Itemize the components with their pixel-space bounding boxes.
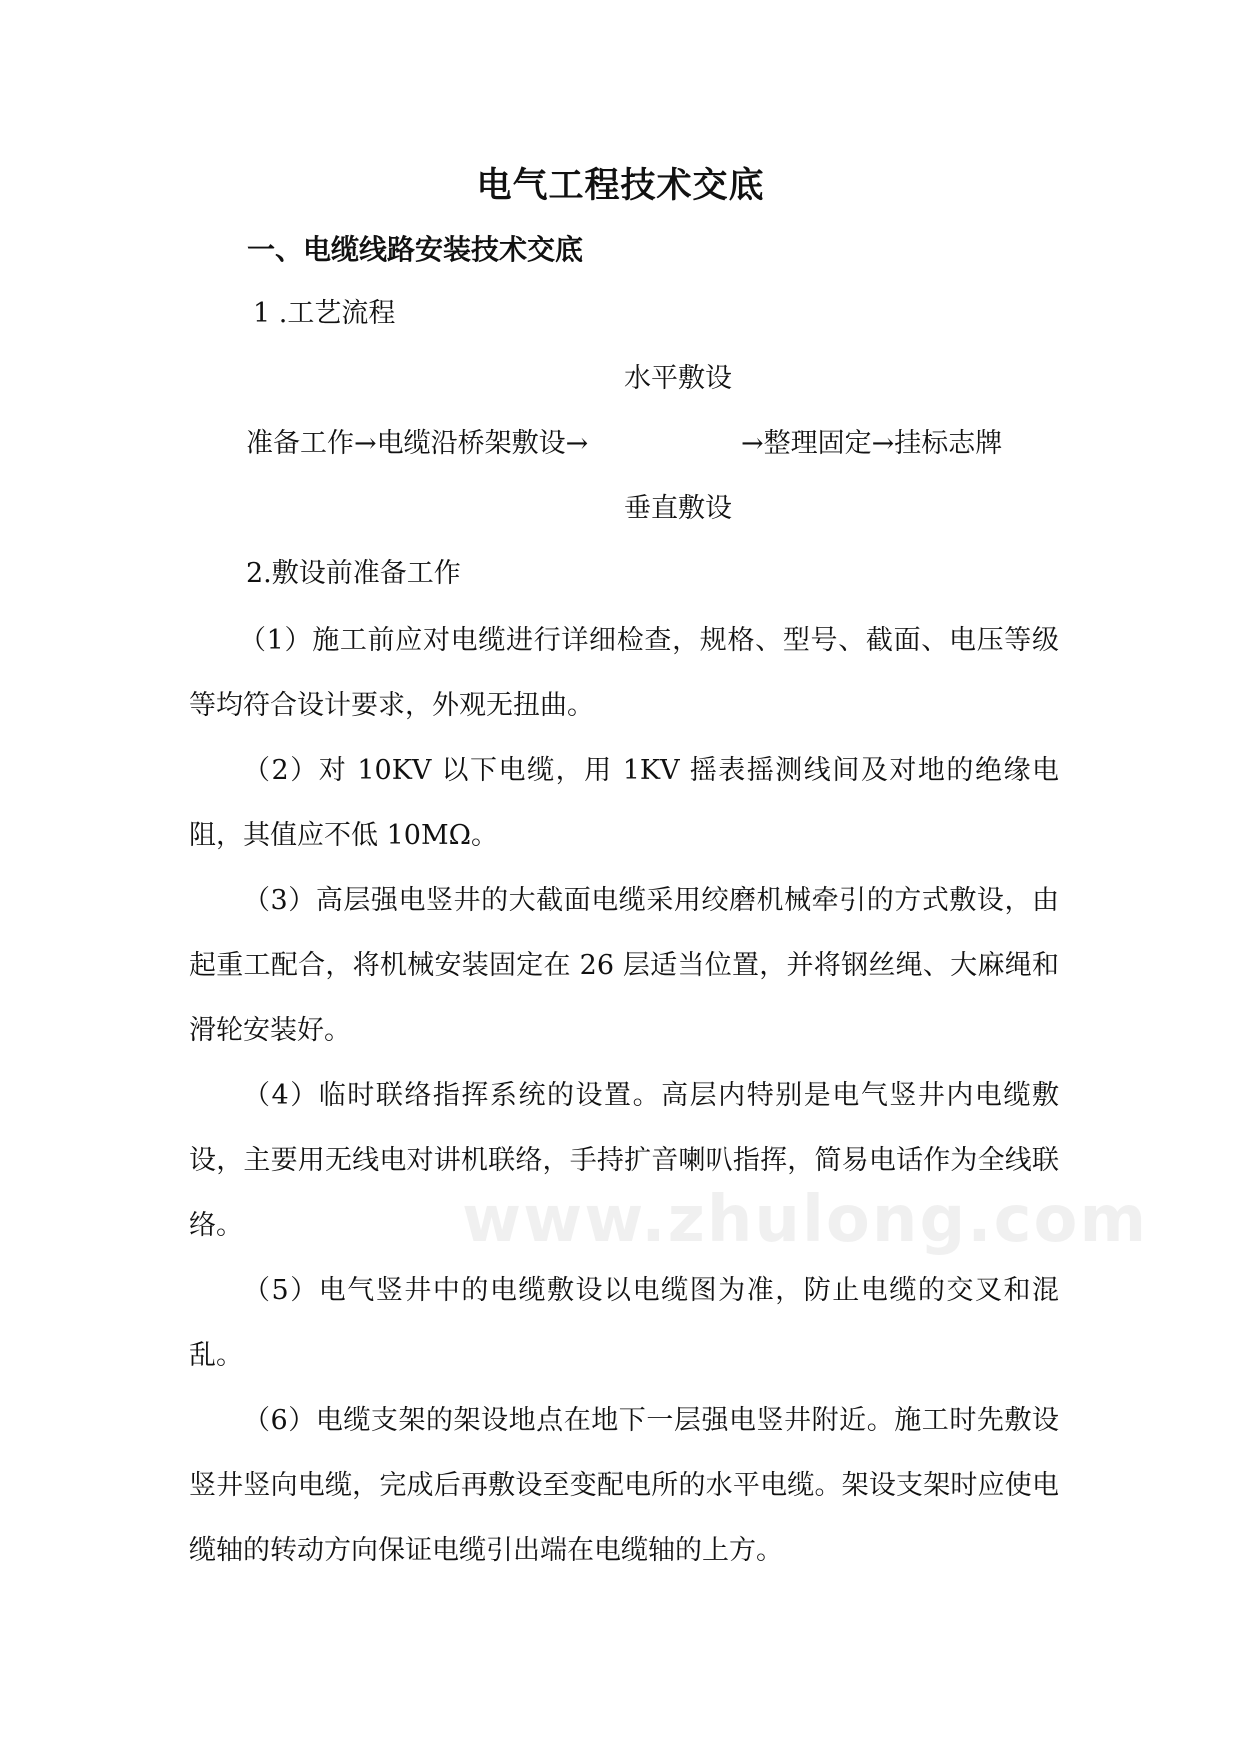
paragraph-4: （4）临时联络指挥系统的设置。高层内特别是电气竖井内电缆敷设，主要用无线电对讲机联络，手持扩音喇叭指挥，简易电话作为全线联络。 xyxy=(189,1080,1059,1241)
subsection-preparation: 2.敷设前准备工作 xyxy=(246,558,461,589)
flow-steps-right: →整理固定→挂标志牌 xyxy=(741,428,1003,459)
flow-steps-left: 准备工作→电缆沿桥架敷设→ xyxy=(246,428,589,459)
section-heading: 一、电缆线路安装技术交底 xyxy=(247,233,584,266)
paragraph-1: （1）施工前应对电缆进行详细检查，规格、型号、截面、电压等级等均符合设计要求，外观无扭曲。 xyxy=(189,625,1059,721)
paragraph-6: （6）电缆支架的架设地点在地下一层强电竖井附近。施工时先敷设竖井竖向电缆，完成后再敷设至变配电所的水平电缆。架设支架时应使电缆轴的转动方向保证电缆引出端在电缆轴的上方。 xyxy=(189,1405,1059,1566)
paragraph-3: （3）高层强电竖井的大截面电缆采用绞磨机械牵引的方式敷设，由起重工配合，将机械安装固定在 26 层适当位置，并将钢丝绳、大麻绳和滑轮安装好。 xyxy=(189,885,1059,1046)
watermark: www.zhulong.com xyxy=(462,1183,1149,1257)
flow-branch-vertical: 垂直敷设 xyxy=(624,493,732,524)
paragraph-5: （5）电气竖井中的电缆敷设以电缆图为准，防止电缆的交叉和混乱。 xyxy=(189,1275,1059,1371)
subsection-process-flow: 1 .工艺流程 xyxy=(253,298,396,329)
flow-branch-horizontal: 水平敷设 xyxy=(624,363,732,394)
document-title: 电气工程技术交底 xyxy=(476,165,765,206)
paragraph-2: （2）对 10KV 以下电缆，用 1KV 摇表摇测线间及对地的绝缘电阻，其值应不低 10MΩ。 xyxy=(189,755,1059,851)
